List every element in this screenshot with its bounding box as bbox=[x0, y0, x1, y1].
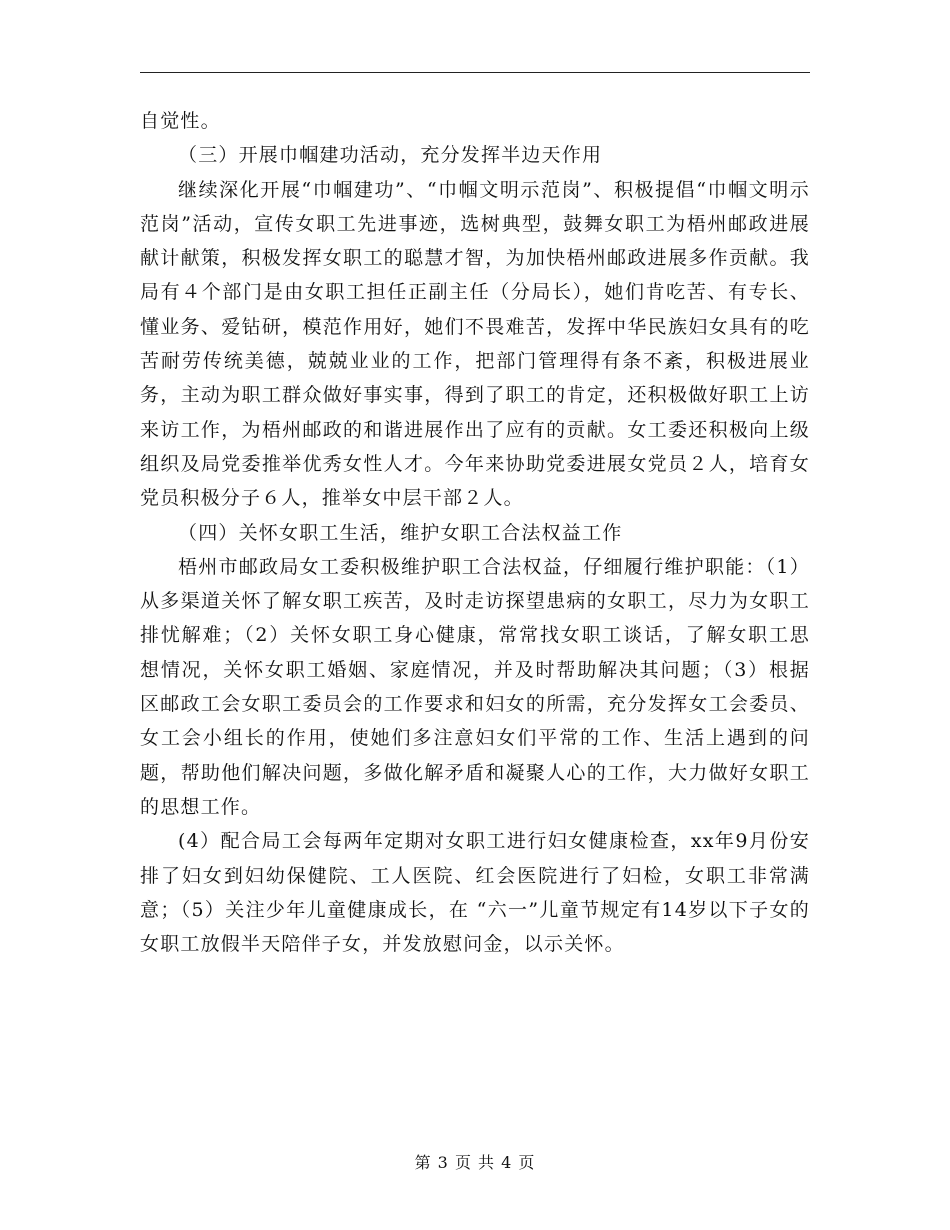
header-rule bbox=[140, 72, 810, 73]
body-text bbox=[140, 104, 810, 961]
page-number: 第 3 页 共 4 页 bbox=[414, 1153, 536, 1172]
paragraph-continuation: 自觉性。 bbox=[140, 110, 221, 132]
paragraph-health-care: (4）配合局工会每两年定期对女职工进行妇女健康检查，xx年9月份安排了妇女到妇幼保健院、工人医院、红会医院进行了妇检，女职工非常满意；（5）关注少年儿童健康成长，在 “六一”儿童节规定有14岁以下子女的女职工放假半天陪伴子女，并发放慰问金，以示关怀。 bbox=[140, 830, 810, 956]
section-heading-4: （四）关怀女职工生活，维护女职工合法权益工作 bbox=[178, 521, 623, 544]
section-heading-3: （三）开展巾帼建功活动，充分发挥半边天作用 bbox=[178, 144, 603, 167]
paragraph-rights-protection: 梧州市邮政局女工委积极维护职工合法权益，仔细履行维护职能：（1）从多渠道关怀了解女职工疾苦，及时走访探望患病的女职工，尽力为女职工排忧解难；（2）关怀女职工身心健康，常常找女职工谈话，了解女职工思想情况，关怀女职工婚姻、家庭情况，并及时帮助解决其问题；（3）根据区邮政工会女职工委员会的工作要求和妇女的所需，充分发挥女工会委员、女工会小组长的作用，使她们多注意妇女们平常的工作、生活上遇到的问题，帮助他们解决问题，多做化解矛盾和凝聚人心的工作，大力做好女职工的思想工作。 bbox=[140, 555, 810, 818]
paragraph-women-contribution: 继续深化开展“巾帼建功”、“巾帼文明示范岗”、积极提倡“巾帼文明示范岗”活动，宣传女职工先进事迹，选树典型，鼓舞女职工为梧州邮政进展献计献策，积极发挥女职工的聪慧才智，为加快梧州邮政进展多作贡献。我局有４个部门是由女职工担任正副主任（分局长），她们肯吃苦、有专长、懂业务、爱钻研，模范作用好，她们不畏难苦，发挥中华民族妇女具有的吃苦耐劳传统美德，兢兢业业的工作，把部门管理得有条不紊，积极进展业务，主动为职工群众做好事实事，得到了职工的肯定，还积极做好职工上访来访工作，为梧州邮政的和谐进展作出了应有的贡献。女工委还积极向上级组织及局党委推举优秀女性人才。今年来协助党委进展女党员２人，培育女党员积极分子６人，推举女中层干部２人。 bbox=[140, 178, 810, 510]
